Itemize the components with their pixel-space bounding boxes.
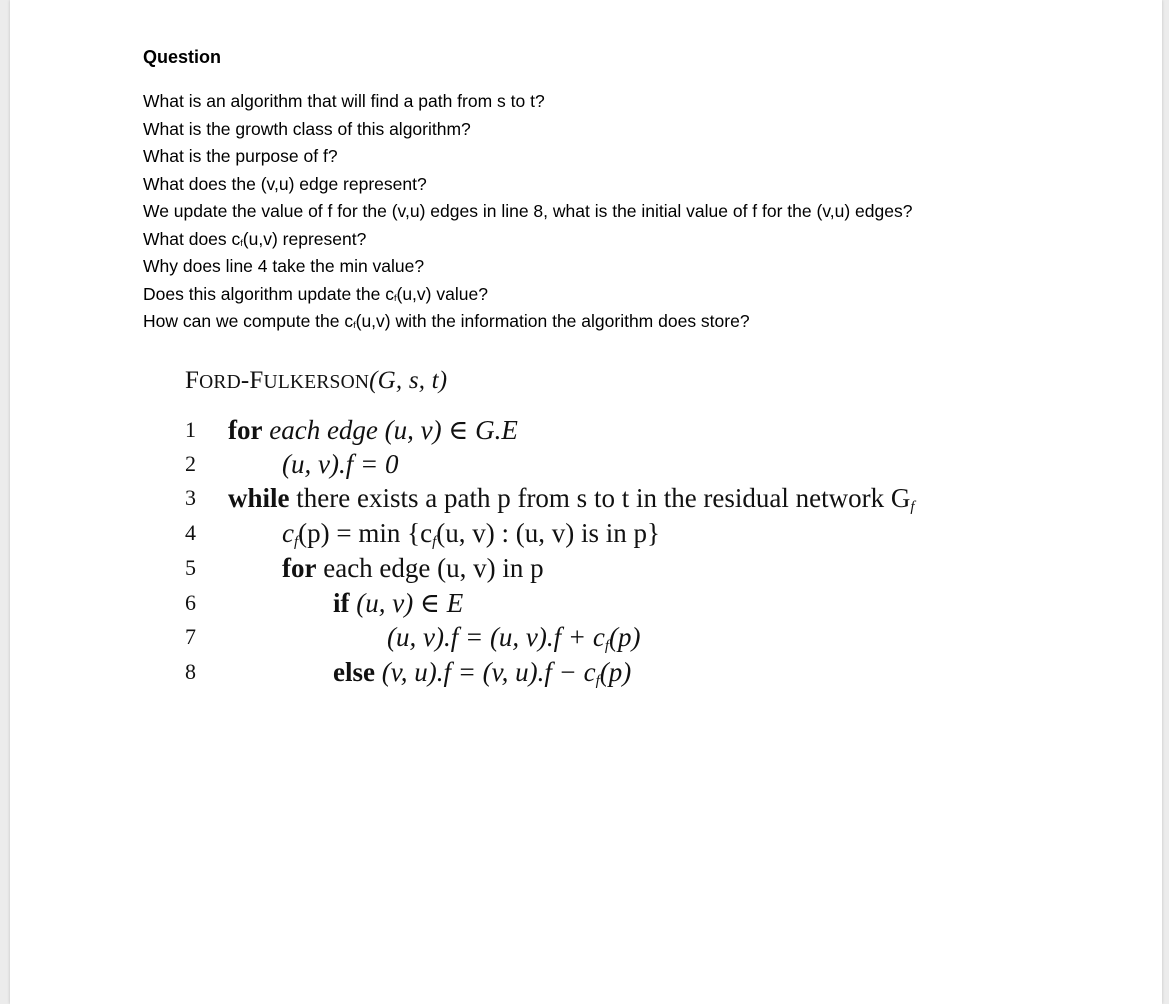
question-heading: Question xyxy=(143,47,222,67)
question-subscript: f xyxy=(240,237,243,248)
question-item: What is the purpose of f? xyxy=(143,146,338,166)
question-text: What does c xyxy=(143,228,241,249)
question-text: (u,v) represent? xyxy=(242,228,367,249)
algorithm-title: FORD-FULKERSON(G, s, t) xyxy=(185,367,448,394)
code-line: while there exists a path p from s to t in the residual network $G_f$ xyxy=(228,483,915,515)
question-text: Does this algorithm update the c xyxy=(143,283,394,304)
question-subscript: f xyxy=(393,292,397,303)
question-subscript: f xyxy=(353,320,356,330)
question-item: We update the value of f for the (v,u) edges in line 8, what is the initial value of f for the (v,u) edges? xyxy=(143,201,913,221)
line-number: 8 xyxy=(185,659,196,684)
code-line: (u, v).f = 0 xyxy=(282,449,399,479)
code-line: $c_f(p) = \min \{c_f(u$, v) : (u, v) is in p} xyxy=(282,518,660,550)
line-number: 2 xyxy=(185,451,196,476)
question-text: (u,v) with the information the algorithm does store? xyxy=(355,311,750,331)
question-item: What is the growth class of this algorithm? xyxy=(143,118,471,139)
question-list xyxy=(143,90,912,338)
question-item: Why does line 4 take the min value? xyxy=(143,256,425,276)
question-item xyxy=(143,228,912,256)
question-item: What is an algorithm that will find a path from s to t? xyxy=(143,91,545,111)
code-line: else (v, u).f = (v, $u).f - c_f(p)$ xyxy=(333,657,632,689)
line-number: 6 xyxy=(185,590,196,615)
document-page xyxy=(10,0,1162,1004)
line-number: 4 xyxy=(185,520,196,545)
line-number: 7 xyxy=(185,624,196,649)
line-number: 3 xyxy=(185,485,196,510)
code-line: if (u, v) ∈ E xyxy=(333,588,464,618)
line-number: 5 xyxy=(185,555,196,580)
code-line: (u, v).f = (u, $v).f + c_f(p)$ xyxy=(387,622,641,654)
question-item xyxy=(143,283,912,311)
question-text: How can we compute the c xyxy=(143,311,354,331)
line-number: 1 xyxy=(185,417,196,442)
code-line: for each edge (u, v) in p xyxy=(282,553,544,583)
question-text: (u,v) value? xyxy=(396,283,488,304)
code-line: for each edge (u, v) ∈ G.E xyxy=(228,415,518,445)
question-item xyxy=(143,310,912,338)
question-item: What does the (v,u) edge represent? xyxy=(143,173,427,194)
